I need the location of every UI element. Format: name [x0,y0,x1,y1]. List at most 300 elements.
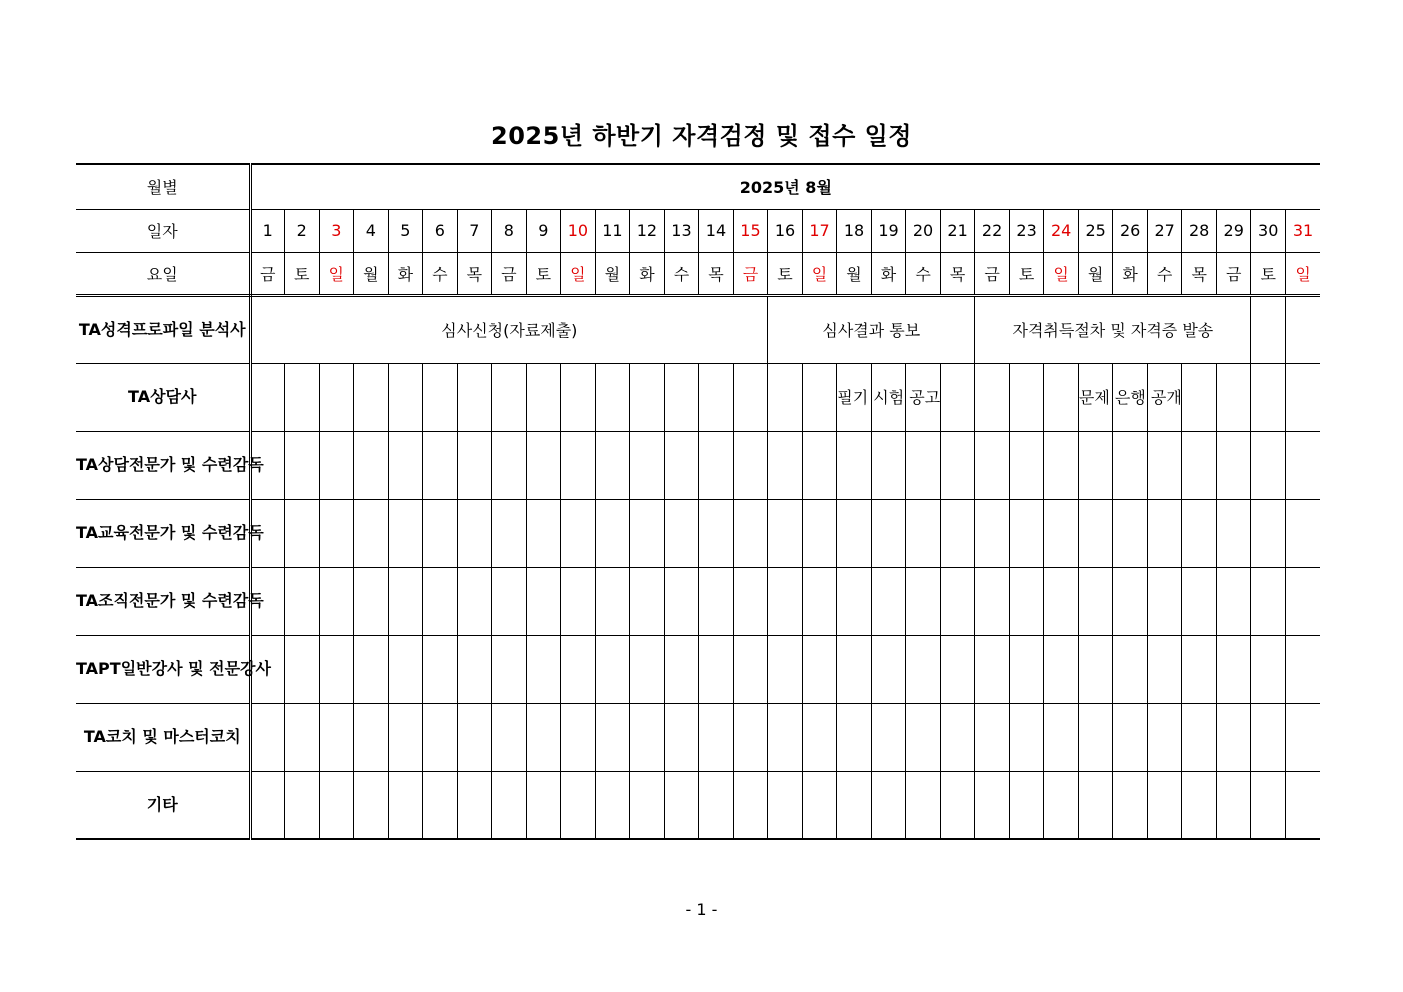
schedule-cell [561,499,596,567]
schedule-cell [1285,431,1320,499]
schedule-cell [561,635,596,703]
weekday-cell: 화 [871,252,906,295]
schedule-cell [906,771,941,839]
schedule-cell [630,703,665,771]
schedule-cell [802,499,837,567]
schedule-cell [526,499,561,567]
schedule-cell [733,431,768,499]
schedule-cell [906,703,941,771]
schedule-cell [1251,567,1286,635]
weekday-label: 요일 [76,252,250,295]
schedule-cell [388,635,423,703]
schedule-cell [423,567,458,635]
schedule-cell [423,363,458,431]
schedule-cell [1285,567,1320,635]
schedule-cell [250,703,285,771]
schedule-cell [975,635,1010,703]
schedule-cell [319,771,354,839]
schedule-cell [975,567,1010,635]
schedule-cell [871,771,906,839]
day-cell: 23 [1009,209,1044,252]
schedule-cell [526,635,561,703]
schedule-cell [354,363,389,431]
qualification-label: TA상담전문가 및 수련감독 [76,431,250,499]
schedule-cell [423,499,458,567]
schedule-cell [837,499,872,567]
schedule-cell [733,567,768,635]
schedule-cell [285,431,320,499]
schedule-cell [906,567,941,635]
schedule-cell [526,431,561,499]
schedule-cell [664,363,699,431]
schedule-cell [940,635,975,703]
weekday-cell: 토 [526,252,561,295]
schedule-cell [802,771,837,839]
schedule-cell [1147,703,1182,771]
weekday-cell: 토 [768,252,803,295]
schedule-cell [1009,703,1044,771]
schedule-cell [1009,363,1044,431]
schedule-cell [319,567,354,635]
schedule-cell [1182,771,1217,839]
schedule-cell [733,771,768,839]
schedule-cell [319,431,354,499]
schedule-cell [492,499,527,567]
schedule-cell [423,771,458,839]
day-cell: 13 [664,209,699,252]
day-cell: 6 [423,209,458,252]
weekday-cell: 목 [699,252,734,295]
schedule-cell [802,363,837,431]
weekday-cell: 토 [1251,252,1286,295]
schedule-cell [1216,771,1251,839]
day-cell: 31 [1285,209,1320,252]
schedule-cell [492,431,527,499]
schedule-cell [664,567,699,635]
schedule-cell [1216,431,1251,499]
day-cell: 2 [285,209,320,252]
schedule-cell [630,431,665,499]
day-cell: 21 [940,209,975,252]
schedule-cell [1182,499,1217,567]
schedule-cell [595,431,630,499]
weekday-cell: 목 [457,252,492,295]
schedule-cell [285,771,320,839]
day-cell: 8 [492,209,527,252]
schedule-cell [1078,703,1113,771]
day-cell: 5 [388,209,423,252]
schedule-cell [802,567,837,635]
schedule-cell [975,771,1010,839]
schedule-cell [837,635,872,703]
page-number: - 1 - [685,900,718,919]
schedule-cell [595,635,630,703]
schedule-cell [1147,771,1182,839]
schedule-cell [1216,703,1251,771]
schedule-cell [354,431,389,499]
schedule-cell [1182,635,1217,703]
schedule-cell [319,635,354,703]
day-cell: 25 [1078,209,1113,252]
schedule-cell [940,703,975,771]
schedule-cell [906,431,941,499]
day-cell: 15 [733,209,768,252]
qualification-row [76,635,1320,703]
schedule-cell [561,431,596,499]
schedule-cell [595,703,630,771]
qualification-label: TA상담사 [76,363,250,431]
day-cell: 24 [1044,209,1079,252]
qualification-label: TA코치 및 마스터코치 [76,703,250,771]
schedule-cell [871,567,906,635]
schedule-cell [699,431,734,499]
schedule-cell [388,363,423,431]
schedule-cell [1078,771,1113,839]
schedule-cell [561,363,596,431]
schedule-cell [664,771,699,839]
schedule-cell [457,363,492,431]
qualification-label: TA교육전문가 및 수련감독 [76,499,250,567]
schedule-cell [561,567,596,635]
period-cell: 심사신청(자료제출) [250,295,768,363]
day-cell: 4 [354,209,389,252]
day-cell: 29 [1216,209,1251,252]
schedule-table [76,163,1320,840]
schedule-cell [1251,635,1286,703]
weekday-cell: 수 [664,252,699,295]
schedule-cell [319,363,354,431]
schedule-cell [871,499,906,567]
schedule-cell [1113,499,1148,567]
schedule-cell [561,771,596,839]
schedule-cell [1078,567,1113,635]
schedule-cell [1044,635,1079,703]
schedule-cell [492,703,527,771]
schedule-cell [1113,567,1148,635]
schedule-cell [1078,431,1113,499]
schedule-cell [1285,499,1320,567]
schedule-cell [940,363,975,431]
schedule-cell [940,431,975,499]
day-row [76,209,1320,252]
weekday-cell: 수 [423,252,458,295]
schedule-cell [1182,431,1217,499]
schedule-cell [354,567,389,635]
schedule-cell [285,567,320,635]
weekday-cell: 금 [1216,252,1251,295]
weekday-cell: 토 [1009,252,1044,295]
schedule-cell [1113,431,1148,499]
schedule-cell [802,635,837,703]
schedule-cell [1216,363,1251,431]
period-cell: 자격취득절차 및 자격증 발송 [975,295,1251,363]
schedule-cell [975,431,1010,499]
weekday-cell: 화 [1113,252,1148,295]
schedule-cell [699,499,734,567]
schedule-cell [1009,567,1044,635]
schedule-cell [354,499,389,567]
schedule-cell [1182,703,1217,771]
schedule-cell [837,771,872,839]
schedule-cell [1285,363,1320,431]
schedule-cell [1251,771,1286,839]
schedule-cell [630,499,665,567]
schedule-cell [285,499,320,567]
schedule-cell [319,499,354,567]
schedule-cell [940,567,975,635]
qualification-row [76,567,1320,635]
day-cell: 28 [1182,209,1217,252]
schedule-cell [630,363,665,431]
schedule-cell [630,567,665,635]
day-cell: 20 [906,209,941,252]
schedule-cell [457,703,492,771]
day-cell: 3 [319,209,354,252]
weekday-cell: 일 [319,252,354,295]
weekday-cell: 금 [250,252,285,295]
schedule-cell [630,771,665,839]
schedule-cell [802,703,837,771]
schedule-cell [1044,703,1079,771]
weekday-cell: 일 [1044,252,1079,295]
qualification-row [76,431,1320,499]
day-cell: 22 [975,209,1010,252]
day-cell: 1 [250,209,285,252]
weekday-cell: 금 [975,252,1010,295]
schedule-cell [1147,635,1182,703]
weekday-cell: 월 [1078,252,1113,295]
weekday-cell: 화 [388,252,423,295]
weekday-cell: 수 [1147,252,1182,295]
qualification-row [76,703,1320,771]
schedule-cell [457,431,492,499]
schedule-cell [733,635,768,703]
schedule-cell [664,431,699,499]
schedule-cell [1044,567,1079,635]
schedule-cell [526,703,561,771]
month-value: 2025년 8월 [250,164,1320,209]
day-cell: 10 [561,209,596,252]
schedule-cell [1285,771,1320,839]
schedule-cell [1251,363,1286,431]
schedule-cell [1078,499,1113,567]
weekday-cell: 일 [802,252,837,295]
schedule-cell [388,431,423,499]
weekday-cell: 목 [1182,252,1217,295]
qualification-row [76,771,1320,839]
weekday-cell: 금 [492,252,527,295]
day-cell: 30 [1251,209,1286,252]
schedule-cell [837,567,872,635]
schedule-cell [1216,635,1251,703]
schedule-cell [837,703,872,771]
schedule-cell [1216,499,1251,567]
schedule-cell [388,703,423,771]
schedule-cell [492,567,527,635]
day-cell: 9 [526,209,561,252]
schedule-cell [526,363,561,431]
day-cell: 14 [699,209,734,252]
schedule-cell [388,499,423,567]
schedule-cell [492,635,527,703]
schedule-cell [699,771,734,839]
schedule-cell [664,499,699,567]
schedule-cell [1009,431,1044,499]
schedule-cell [595,771,630,839]
schedule-cell [975,703,1010,771]
schedule-cell [837,431,872,499]
schedule-cell [285,363,320,431]
schedule-cell [664,703,699,771]
schedule-cell [1044,499,1079,567]
schedule-cell [1147,567,1182,635]
schedule-cell [492,771,527,839]
schedule-cell [388,567,423,635]
day-cell: 18 [837,209,872,252]
schedule-cell [802,431,837,499]
schedule-cell [1147,431,1182,499]
weekday-cell: 월 [595,252,630,295]
schedule-cell [595,567,630,635]
schedule-cell [423,431,458,499]
schedule-cell [630,635,665,703]
schedule-cell [768,703,803,771]
schedule-cell [940,499,975,567]
qualification-label: TAPT일반강사 및 전문강사 [76,635,250,703]
schedule-cell [768,363,803,431]
schedule-cell [457,567,492,635]
schedule-cell [1044,363,1079,431]
schedule-cell [1113,635,1148,703]
schedule-cell [699,703,734,771]
weekday-cell: 금 [733,252,768,295]
schedule-cell [319,703,354,771]
qualification-row [76,363,1320,431]
schedule-cell [250,771,285,839]
schedule-cell [1182,567,1217,635]
weekday-cell: 일 [1285,252,1320,295]
schedule-cell [1113,771,1148,839]
schedule-cell [354,703,389,771]
day-cell: 12 [630,209,665,252]
schedule-cell [388,771,423,839]
weekday-cell: 일 [561,252,596,295]
day-cell: 7 [457,209,492,252]
schedule-cell [768,567,803,635]
schedule-cell [250,363,285,431]
weekday-cell: 수 [906,252,941,295]
month-row [76,164,1320,209]
schedule-cell [1078,635,1113,703]
schedule-cell [768,635,803,703]
schedule-cell [871,635,906,703]
schedule-cell [733,363,768,431]
schedule-cell [1216,567,1251,635]
schedule-cell [906,635,941,703]
schedule-cell [699,635,734,703]
weekday-cell: 목 [940,252,975,295]
period-cell: 심사결과 통보 [768,295,975,363]
schedule-cell [285,635,320,703]
schedule-cell [354,771,389,839]
schedule-cell [1251,295,1286,363]
schedule-cell [940,771,975,839]
schedule-cell [526,567,561,635]
page-title: 2025년 하반기 자격검정 및 접수 일정 [491,122,912,150]
schedule-cell [664,635,699,703]
schedule-cell [1009,635,1044,703]
schedule-cell [595,499,630,567]
day-cell: 19 [871,209,906,252]
day-cell: 17 [802,209,837,252]
schedule-cell [354,635,389,703]
weekday-cell: 월 [354,252,389,295]
schedule-cell [733,499,768,567]
schedule-cell [1251,431,1286,499]
schedule-cell [906,499,941,567]
schedule-cell [595,363,630,431]
schedule-cell [768,771,803,839]
weekday-cell: 토 [285,252,320,295]
schedule-cell [526,771,561,839]
schedule-cell [871,703,906,771]
weekday-cell: 월 [837,252,872,295]
schedule-cell [457,635,492,703]
schedule-cell [733,703,768,771]
schedule-cell [768,499,803,567]
schedule-cell [1182,363,1217,431]
schedule-cell [1044,431,1079,499]
schedule-cell [1251,499,1286,567]
note-cell: 문제 은행 공개 [1078,363,1113,431]
qualification-row [76,295,1320,363]
note-cell: 필기 시험 공고 [837,363,872,431]
qualification-row [76,499,1320,567]
schedule-cell [423,635,458,703]
schedule-cell [699,363,734,431]
schedule-cell [1113,703,1148,771]
schedule-cell [457,499,492,567]
schedule-cell [1009,499,1044,567]
schedule-cell [975,363,1010,431]
weekday-cell: 화 [630,252,665,295]
schedule-cell [975,499,1010,567]
qualification-label: TA성격프로파일 분석사 [76,295,250,363]
day-cell: 27 [1147,209,1182,252]
schedule-cell [1285,703,1320,771]
day-label: 일자 [76,209,250,252]
qualification-label: 기타 [76,771,250,839]
weekday-row [76,252,1320,295]
schedule-cell [561,703,596,771]
schedule-cell [699,567,734,635]
schedule-cell [285,703,320,771]
schedule-cell [1147,499,1182,567]
schedule-cell [1251,703,1286,771]
schedule-cell [492,363,527,431]
schedule-cell [423,703,458,771]
schedule-cell [1285,635,1320,703]
day-cell: 26 [1113,209,1148,252]
schedule-cell [457,771,492,839]
day-cell: 16 [768,209,803,252]
day-cell: 11 [595,209,630,252]
schedule-cell [1009,771,1044,839]
schedule-cell [1285,295,1320,363]
month-label: 월별 [76,164,250,209]
schedule-cell [1044,771,1079,839]
schedule-cell [871,431,906,499]
